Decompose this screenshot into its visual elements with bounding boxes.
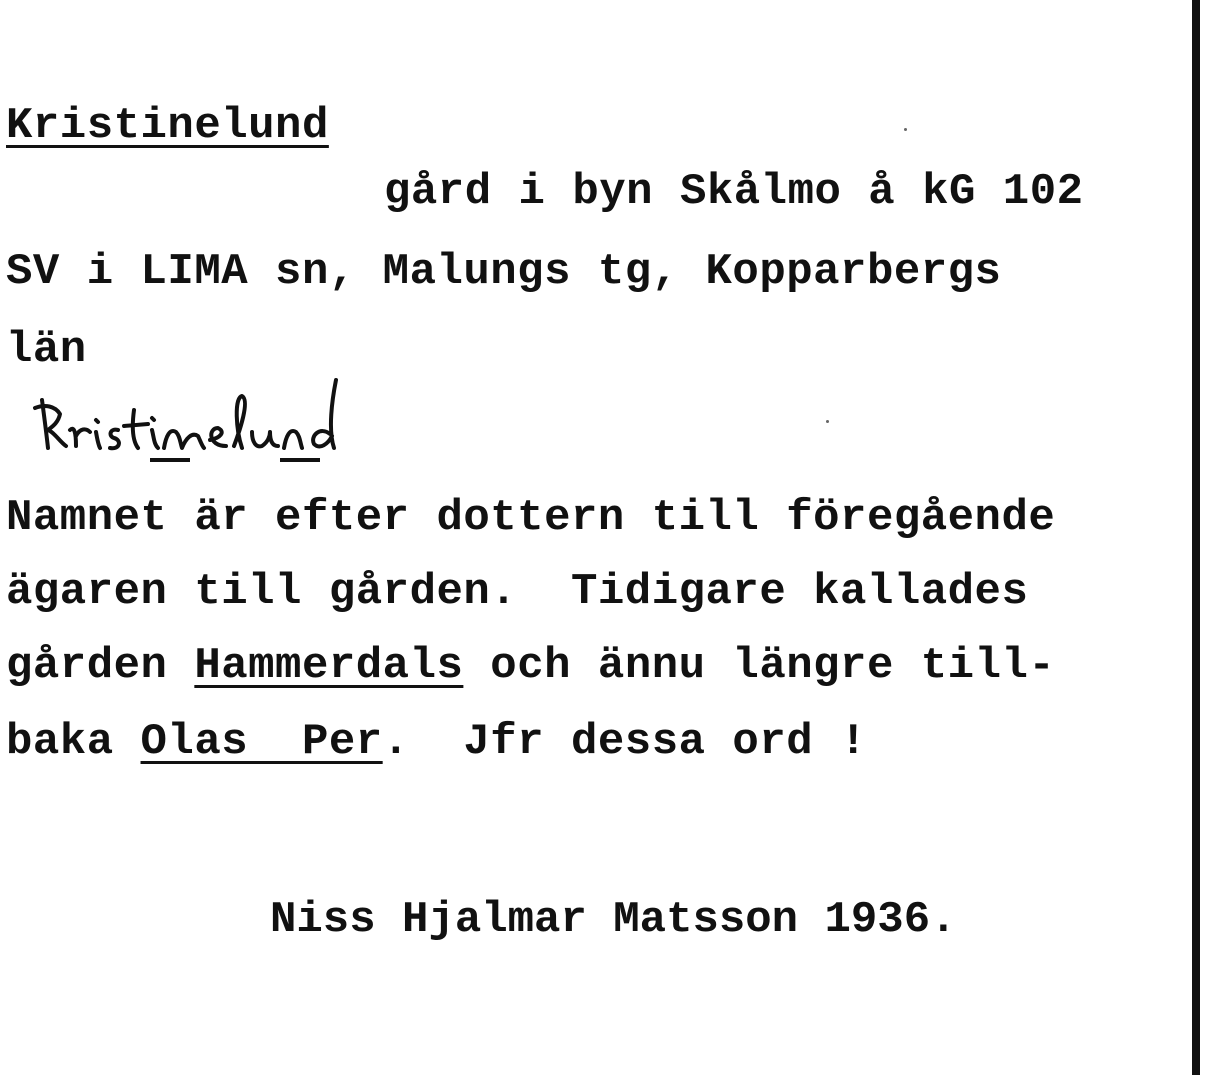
location-line-3: län	[6, 325, 87, 375]
paper-speck	[826, 420, 829, 423]
card-edge-line	[1192, 0, 1200, 1075]
underlined-name-hammerdals: Hammerdals	[194, 641, 464, 691]
body-line-3-end: och ännu längre till-	[463, 641, 1056, 691]
card-heading: Kristinelund	[6, 101, 329, 151]
body-line-1: Namnet är efter dottern till föregående	[6, 493, 1056, 543]
location-line-1: gård i byn Skålmo å kG 102	[384, 167, 1084, 217]
signature-line: Niss Hjalmar Matsson 1936.	[270, 895, 957, 945]
body-line-4-end: . Jfr dessa ord !	[382, 717, 867, 767]
location-line-2: SV i LIMA sn, Malungs tg, Kopparbergs	[6, 247, 1002, 297]
underlined-name-olas-per: Olas Per	[140, 717, 383, 767]
handwritten-name	[30, 370, 490, 470]
body-line-4	[6, 717, 867, 767]
body-line-3-start: gården	[6, 641, 195, 691]
body-line-4-start: baka	[6, 717, 141, 767]
paper-speck	[904, 128, 907, 131]
body-line-2: ägaren till gården. Tidigare kallades	[6, 567, 1029, 617]
handwritten-name-drawing	[30, 370, 490, 470]
body-line-3	[6, 641, 1056, 691]
